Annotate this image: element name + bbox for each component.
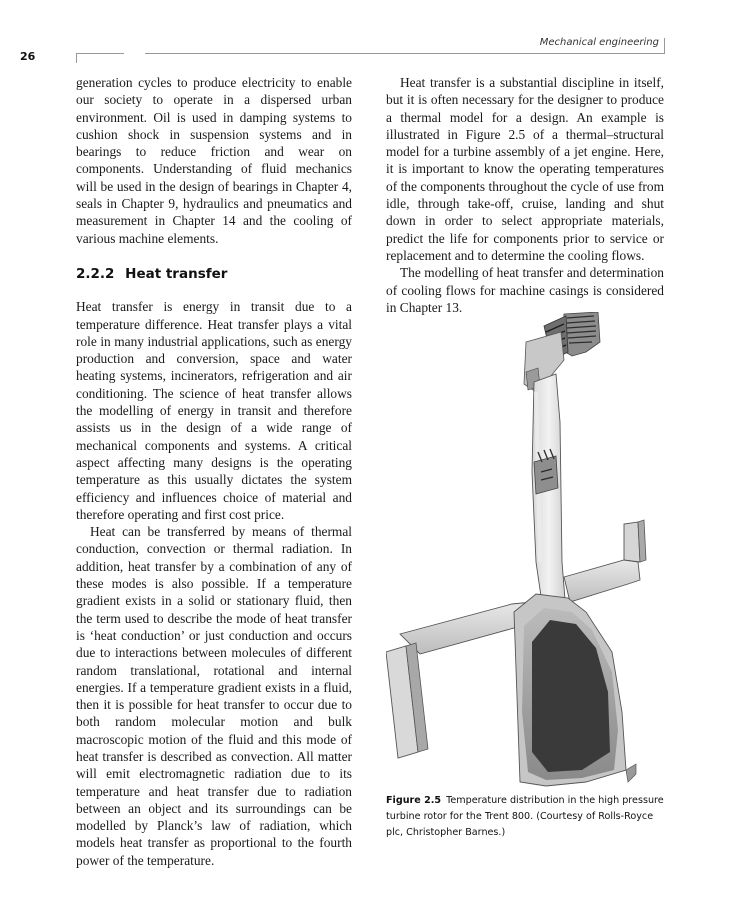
right-arm: [564, 560, 640, 602]
page-number: 26: [20, 50, 36, 63]
section-heading: [76, 266, 352, 283]
header-rule-left: [76, 53, 124, 54]
section-title: Heat transfer: [125, 265, 228, 282]
figure-label: Figure 2.5: [386, 795, 442, 806]
left-column: [76, 74, 352, 869]
figure-caption: [386, 793, 668, 841]
running-head: Mechanical engineering: [539, 37, 659, 48]
section-number: 2.2.2: [76, 265, 115, 282]
heat-transfer-paragraph-2: Heat can be transferred by means of thermal conduction, convection or thermal radiation. In addition, heat transfer by a combination of any of these modes is also possible. If a temperature gradient exists in a solid or stationary fluid, then the term used to describe the mode of heat transfer is ‘heat conduction’ or just conduction and occurs due to interactions between molecules of different random translational, rotational and internal energies. If a temperature gradient exists in a fluid, then it is possible for heat transfer to occur due to both random molecular motion and bulk macroscopic motion of the fluid and this mode of heat transfer is described as convection. All matter will emit electromagnetic radiation due to its temperature and heat transfer due to radiation between an object and its surroundings can be modelled by Planck’s law of radiation, which models heat transfer as proportional to the fourth power of the temperature.: [76, 524, 352, 868]
right-paragraph-1: Heat transfer is a substantial discipline in itself, but it is often necessary for the designer to produce a thermal model for a design. An example is illustrated in Figure 2.5 of a thermal–structural model for a turbine assembly of a jet engine. Here, it is important to know the operating temperatures of the components throughout the cycle of use from idle, through take-off, cruise, landing and shut down in order to select appropriate materials, predict the life for components prior to service or replacement and to determine the cooling flows.: [386, 75, 664, 263]
header-rule: [145, 53, 665, 54]
header-tick-left: [76, 53, 77, 63]
right-paragraph-2: The modelling of heat transfer and determination of cooling flows for machine casings is considered in Chapter 13.: [386, 265, 664, 315]
turbine-rotor-illustration: [386, 312, 664, 787]
intro-paragraph: generation cycles to produce electricity to enable our society to operate in a dispersed urban environment. Oil is used in damping systems to cushion shock in suspension systems and in bearings to reduce friction and wear on components. Understanding of fluid mechanics will be used in the design of bearings in Chapter 4, seals in Chapter 9, hydraulics and pneumatics and measurement in Chapter 14 and the cooling of various machine elements.: [76, 75, 352, 246]
header-tick-right: [664, 38, 665, 54]
right-column: [386, 74, 664, 316]
heat-transfer-paragraph-1: Heat transfer is energy in transit due to a temperature difference. Heat transfer plays a vital role in many industrial applications, such as energy production and conversion, space and water heating systems, incinerators, refrigeration and air conditioning. The science of heat transfer allows the modelling of energy in transit and therefore assists us in the design of a wide range of mechanical components and systems. A critical aspect affecting many designs is the operating temperature as this usually dictates the system efficiency and influences choice of material and therefore operating and first cost price.: [76, 299, 352, 522]
figure-caption-text: Temperature distribution in the high pressure turbine rotor for the Trent 800. (Courtesy of Rolls-Royce plc, Christopher Barnes.): [386, 795, 664, 838]
left-arm: [400, 602, 534, 654]
turbine-rotor-figure: [386, 312, 664, 787]
